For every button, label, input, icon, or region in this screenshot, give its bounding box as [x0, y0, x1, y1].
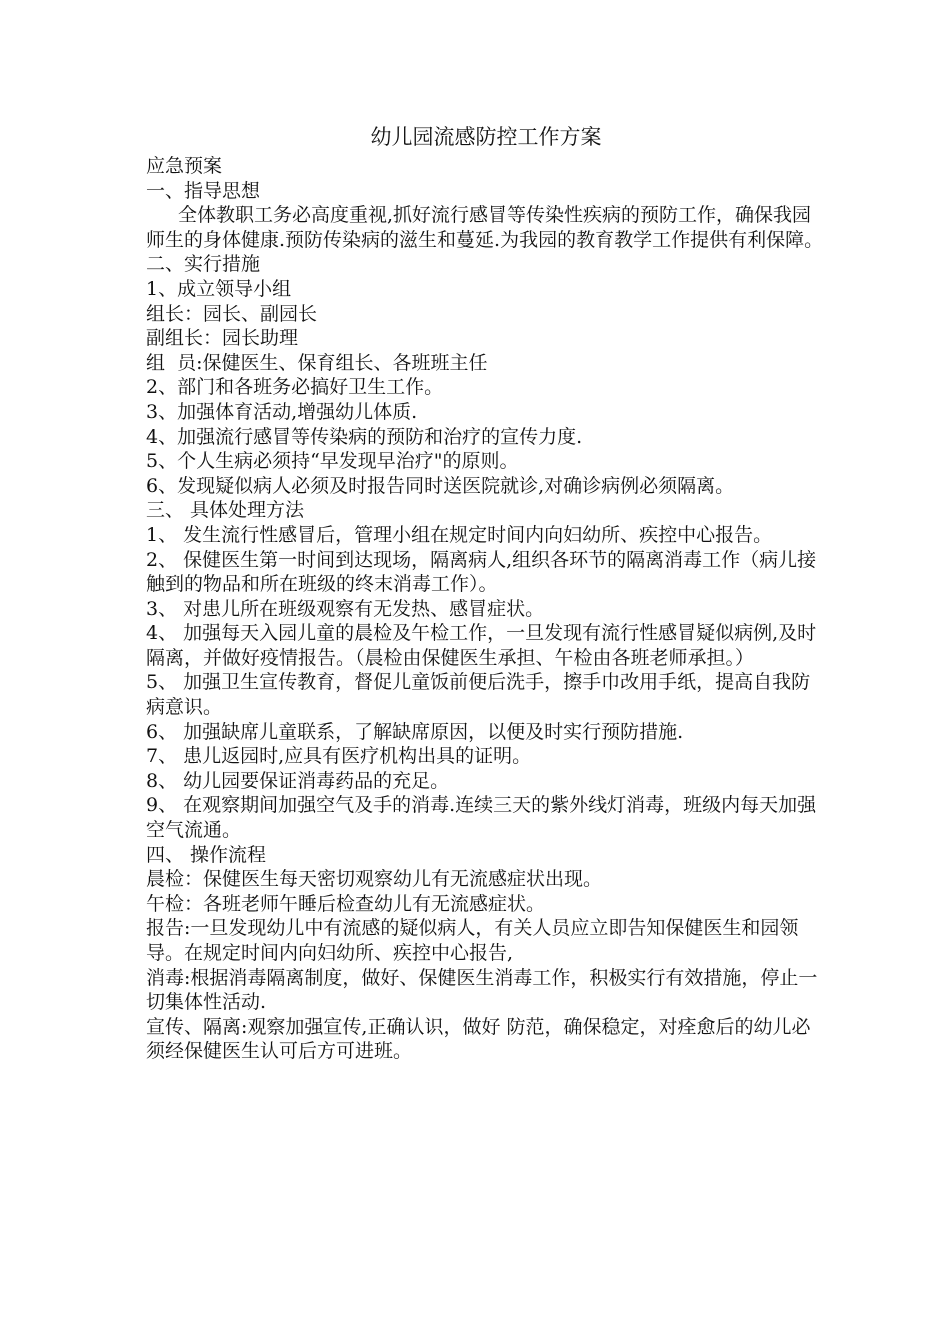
- list-item: 6、发现疑似病人必须及时报告同时送医院就诊,对确诊病例必须隔离。: [146, 474, 735, 497]
- list-item: 消毒:根据消毒隔离制度，做好、保健医生消毒工作，积极实行有效措施，停止一切集体性活动.: [146, 966, 818, 1014]
- list-item: 6、 加强缺席儿童联系，了解缺席原因，以便及时实行预防措施.: [146, 720, 684, 743]
- list-item: 报告:一旦发现幼儿中有流感的疑似病人，有关人员应立即告知保健医生和园领导。在规定时间内向妇幼所、疾控中心报告,: [146, 917, 799, 964]
- subtitle-emergency-plan: 应急预案: [146, 155, 223, 177]
- list-item: 7、 患儿返园时,应具有医疗机构出具的证明。: [146, 745, 532, 768]
- document-page: [146, 122, 826, 1064]
- list-item: 组长：园长、副园长: [146, 302, 318, 325]
- list-item: 2、部门和各班务必搞好卫生工作。: [146, 376, 444, 399]
- list-item: 9、 在观察期间加强空气及手的消毒.连续三天的紫外线灯消毒，班级内每天加强空气流通。: [146, 794, 817, 842]
- list-item: 4、 加强每天入园儿童的晨检及午检工作，一旦发现有流行性感冒疑似病例,及时隔离，并做好疫情报告。（晨检由保健医生承担、午检由各班老师承担。）: [146, 622, 817, 669]
- list-item: 3、 对患儿所在班级观察有无发热、感冒症状。: [146, 597, 545, 620]
- section-heading-guiding-thought: 一、指导思想: [146, 179, 261, 202]
- list-item: 1、 发生流行性感冒后，管理小组在规定时间内向妇幼所、疾控中心报告。: [146, 523, 773, 546]
- section-heading-operation-process: 四、 操作流程: [146, 843, 267, 866]
- list-item: 午检：各班老师午睡后检查幼儿有无流感症状。: [146, 892, 546, 915]
- paragraph-guiding-thought: 全体教职工务必高度重视,抓好流行感冒等传染性疾病的预防工作，确保我园师生的身体健康.预防传染病的滋生和蔓延.为我园的教育教学工作提供有利保障。: [146, 204, 824, 251]
- list-item: 宣传、隔离:观察加强宣传,正确认识，做好 防范，确保稳定，对痊愈后的幼儿必须经保健医生认可后方可进班。: [146, 1015, 811, 1063]
- list-item: 副组长：园长助理: [146, 327, 299, 350]
- list-item: 5、 加强卫生宣传教育，督促儿童饭前便后洗手，擦手巾改用手纸，提高自我防病意识。: [146, 671, 811, 719]
- list-item: 8、 幼儿园要保证消毒药品的充足。: [146, 769, 450, 792]
- document-title: 幼儿园流感防控工作方案: [370, 125, 602, 149]
- list-item: 1、成立领导小组: [146, 277, 292, 300]
- list-item: 晨检：保健医生每天密切观察幼儿有无流感症状出现。: [146, 868, 603, 891]
- list-item: 4、加强流行感冒等传染病的预防和治疗的宣传力度.: [146, 425, 583, 448]
- list-item: 组 员:保健医生、保育组长、各班班主任: [146, 351, 488, 374]
- section-heading-handling-methods: 三、 具体处理方法: [146, 499, 305, 522]
- section-heading-measures: 二、实行措施: [146, 253, 261, 276]
- list-item: 2、 保健医生第一时间到达现场，隔离病人,组织各环节的隔离消毒工作（病儿接触到的物品和所在班级的终末消毒工作）。: [146, 548, 817, 596]
- list-item: 5、个人生病必须持“早发现早治疗"的原则。: [146, 450, 519, 473]
- list-item: 3、加强体育活动,增强幼儿体质.: [146, 400, 418, 423]
